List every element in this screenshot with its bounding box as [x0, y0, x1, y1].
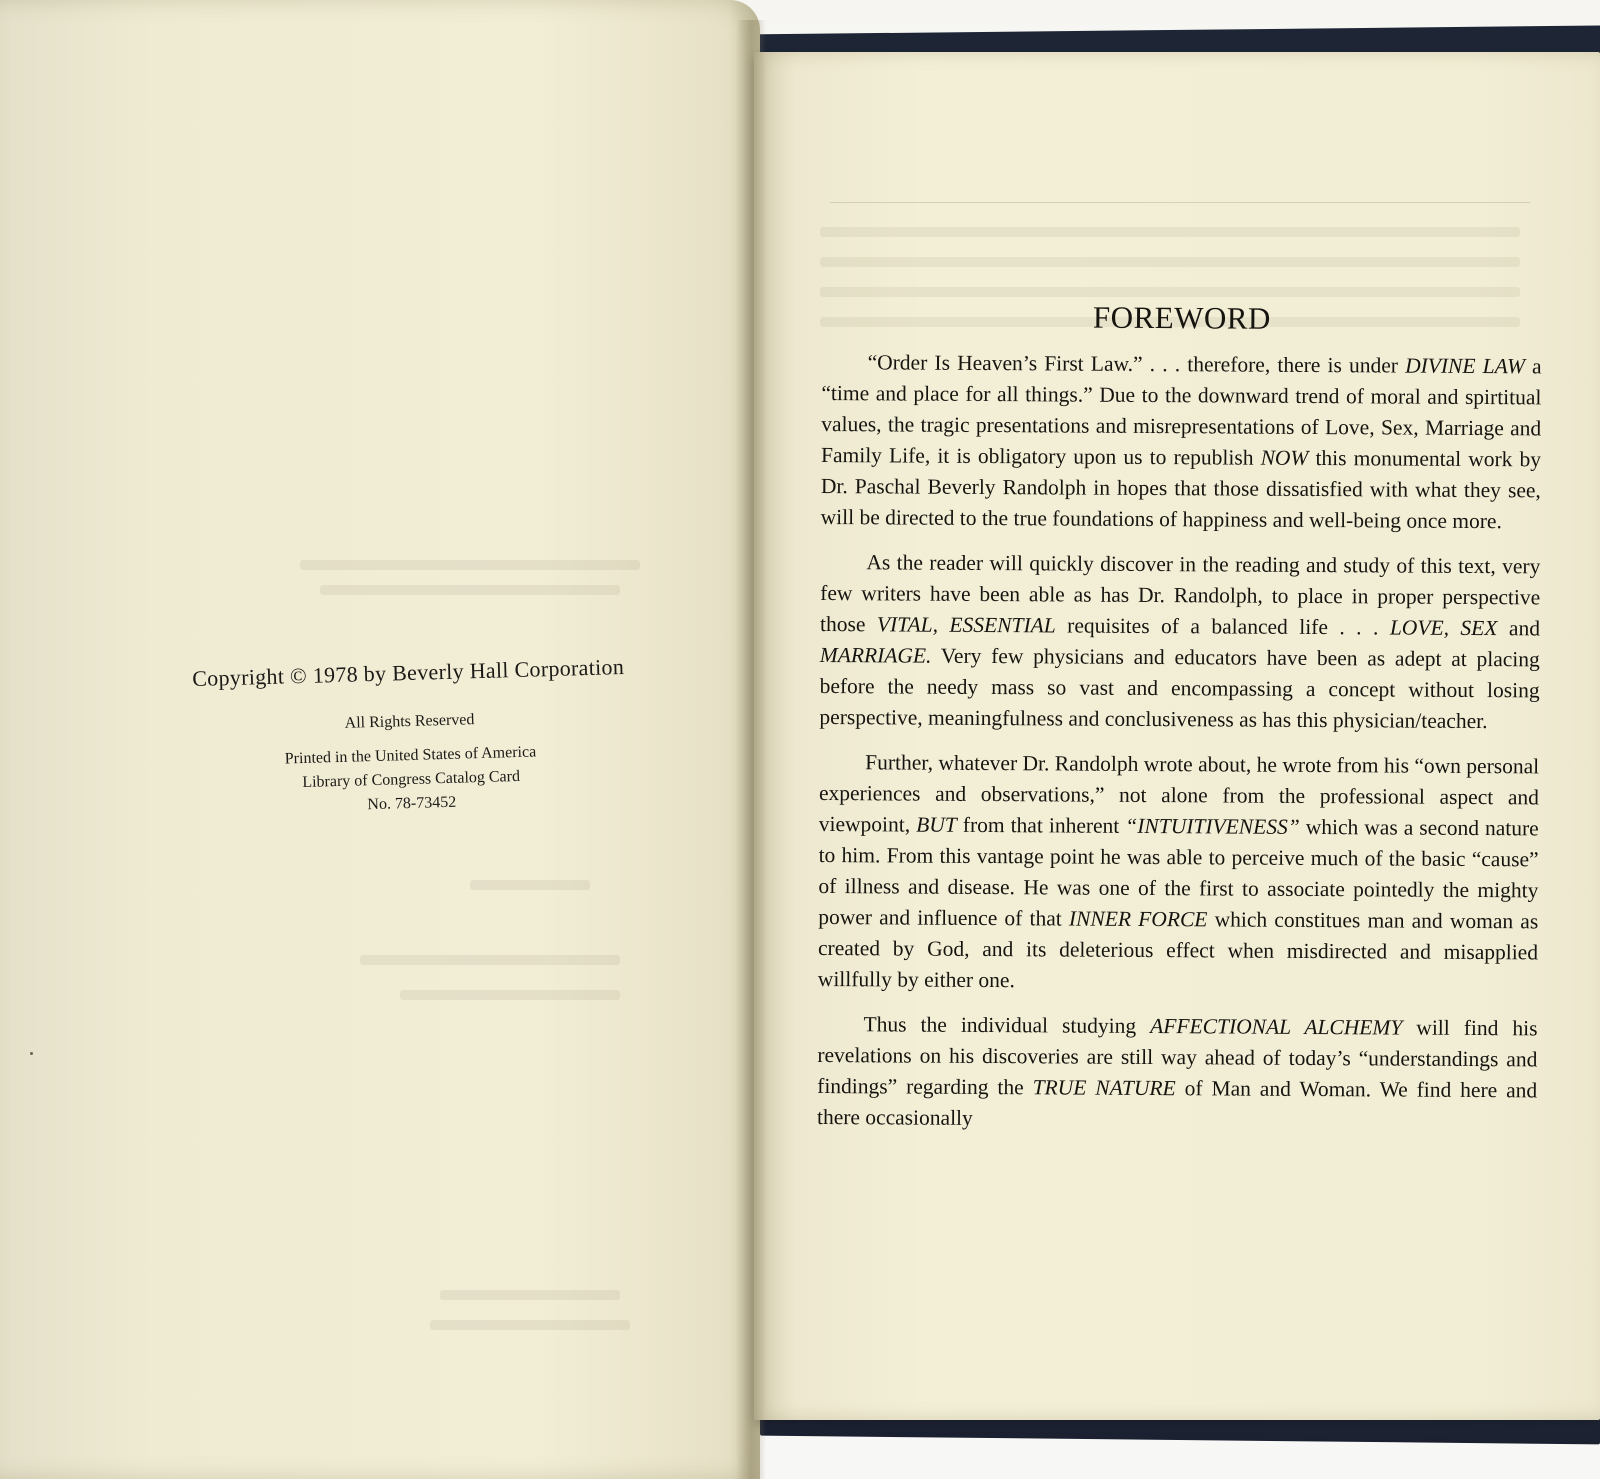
show-through-line: [440, 1290, 620, 1300]
show-through-line: [470, 880, 590, 890]
text-run: which constitues man and woman as created by God, and its deleterious effect when misdirected and misapplied willfully by either one.: [817, 907, 1539, 993]
page-title: FOREWORD: [1092, 299, 1271, 336]
printed-line: Printed in the United States of America: [284, 743, 537, 768]
catalog-number: No. 78-73452: [367, 793, 457, 814]
text-run: Thus the individual studying: [863, 1012, 1151, 1039]
text-run: requisites of a balanced life . . .: [1055, 613, 1390, 640]
emphasis: MARRIAGE.: [819, 642, 932, 668]
paragraph-3: [818, 747, 1540, 999]
show-through-line: [300, 560, 640, 570]
emphasis: AFFECTIONAL ALCHEMY: [1150, 1014, 1403, 1040]
emphasis: NOW: [1260, 445, 1309, 470]
text-run: from that inherent: [956, 812, 1126, 838]
emphasis: “INTUITIVENESS”: [1125, 813, 1300, 839]
copyright-block: [148, 653, 672, 823]
text-run: Very few physicians and educators have been as adept at placing before the needy mass so vast and encompassing a concept without losing perspective, meaningfulness and conclusiveness as has this physician/teacher.: [819, 643, 1540, 734]
emphasis: BUT: [916, 812, 957, 837]
text-run: a “time and place for all things.” Due to the downward trend of moral and spirtitual values, the tragic presentations and misrepresentations of Love, Sex, Marriage and Family Life, it is obligatory upon us to republish: [820, 354, 1542, 470]
show-through-line: [400, 990, 620, 1000]
book-gutter: [736, 20, 766, 1479]
show-through-line: [820, 227, 1520, 237]
text-run: Further, whatever Dr. Randolph wrote about, he wrote from his “own personal experiences and observations,” not alone from the professional aspect and viewpoint,: [818, 750, 1540, 837]
text-run: and: [1497, 616, 1541, 641]
text-run: which was a second nature to him. From this vantage point he was able to perceive much of the basic “cause” of illness and disease. He was one of the first to associate pointedly the mighty power and influence of that: [818, 814, 1539, 931]
show-through-line: [820, 287, 1520, 297]
paragraph-1: [821, 347, 1542, 537]
emphasis: TRUE NATURE: [1032, 1075, 1176, 1101]
show-through-line: [320, 585, 620, 595]
show-through-title: [170, 118, 650, 222]
paragraph-4: [817, 1009, 1538, 1137]
text-run: this monumental work by Dr. Paschal Beverly Randolph in hopes that those dissatisfied with what they see, will be directed to the true foundations of happiness and well-being once more.: [820, 445, 1542, 534]
rights-line: All Rights Reserved: [344, 711, 475, 732]
text-run: “Order Is Heaven’s First Law.” . . . therefore, there is under: [867, 350, 1406, 378]
emphasis: INNER FORCE: [1068, 906, 1208, 932]
foreword-text: [817, 300, 1542, 1151]
text-run: of Man and Woman. We find here and there occasionally: [816, 1076, 1538, 1130]
paper-speck: [30, 1052, 33, 1055]
copyright-line: Copyright © 1978 by Beverly Hall Corporation: [191, 653, 625, 692]
text-run: will find his revelations on his discoveries are still way ahead of today’s “understandings and findings” regarding the: [817, 1015, 1538, 1100]
emphasis: LOVE, SEX: [1389, 615, 1498, 641]
show-through-line: [360, 955, 620, 965]
emphasis: DIVINE LAW: [1405, 353, 1525, 379]
show-through-line: [430, 1320, 630, 1330]
left-page: [0, 0, 760, 1479]
show-through-rule: [830, 202, 1530, 203]
text-run: As the reader will quickly discover in the reading and study of this text, very few writers have been able as has Dr. Randolph, to place in proper perspective those: [819, 550, 1541, 637]
show-through-line: [820, 257, 1520, 267]
catalog-line: Library of Congress Catalog Card: [302, 767, 521, 792]
emphasis: VITAL, ESSENTIAL: [876, 612, 1056, 638]
paragraph-2: [819, 547, 1540, 737]
